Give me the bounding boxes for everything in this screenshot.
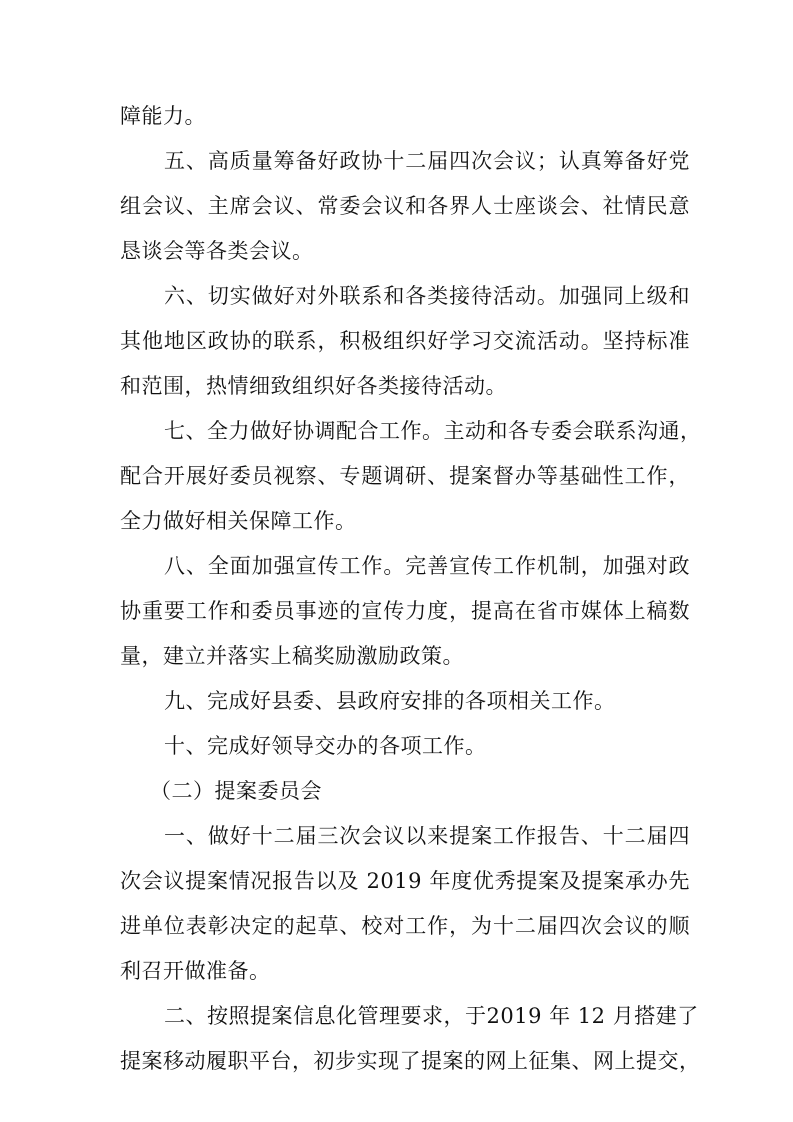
- paragraph-line: 全力做好相关保障工作。: [120, 509, 357, 533]
- paragraph-line: 八、全面加强宣传工作。完善宣传工作机制，加强对政: [164, 554, 690, 578]
- paragraph-line: 五、高质量筹备好政协十二届四次会议；认真筹备好党: [164, 149, 690, 173]
- paragraph-line: 恳谈会等各类会议。: [120, 239, 314, 263]
- paragraph-line: 组会议、主席会议、常委会议和各界人士座谈会、社情民意: [120, 194, 690, 218]
- paragraph-line: 量，建立并落实上稿奖励激励政策。: [120, 644, 464, 668]
- paragraph-line: 进单位表彰决定的起草、校对工作，为十二届四次会议的顺: [120, 914, 690, 938]
- paragraph-line: 提案移动履职平台，初步实现了提案的网上征集、网上提交，: [120, 1049, 701, 1073]
- section-heading: （二）提案委员会: [150, 779, 322, 803]
- paragraph-line: 次会议提案情况报告以及 2019 年度优秀提案及提案承办先: [120, 869, 690, 893]
- document-body: [120, 94, 702, 1084]
- paragraph-line: 六、切实做好对外联系和各类接待活动。加强同上级和: [164, 284, 690, 308]
- paragraph-line: 七、全力做好协调配合工作。主动和各专委会联系沟通，: [164, 419, 702, 443]
- paragraph-line: 十、完成好领导交办的各项工作。: [164, 734, 487, 758]
- paragraph-line: 配合开展好委员视察、专题调研、提案督办等基础性工作，: [120, 464, 690, 488]
- paragraph-line: 一、做好十二届三次会议以来提案工作报告、十二届四: [164, 824, 690, 848]
- paragraph-line: 二、按照提案信息化管理要求，于2019 年 12 月搭建了: [164, 1004, 699, 1028]
- paragraph-line: 九、完成好县委、县政府安排的各项相关工作。: [164, 689, 616, 713]
- paragraph-line: 利召开做准备。: [120, 959, 271, 983]
- paragraph-line: 障能力。: [120, 104, 206, 128]
- paragraph-line: 和范围，热情细致组织好各类接待活动。: [120, 374, 507, 398]
- paragraph-line: 协重要工作和委员事迹的宣传力度，提高在省市媒体上稿数: [120, 599, 690, 623]
- paragraph-line: 其他地区政协的联系，积极组织好学习交流活动。坚持标准: [120, 329, 690, 353]
